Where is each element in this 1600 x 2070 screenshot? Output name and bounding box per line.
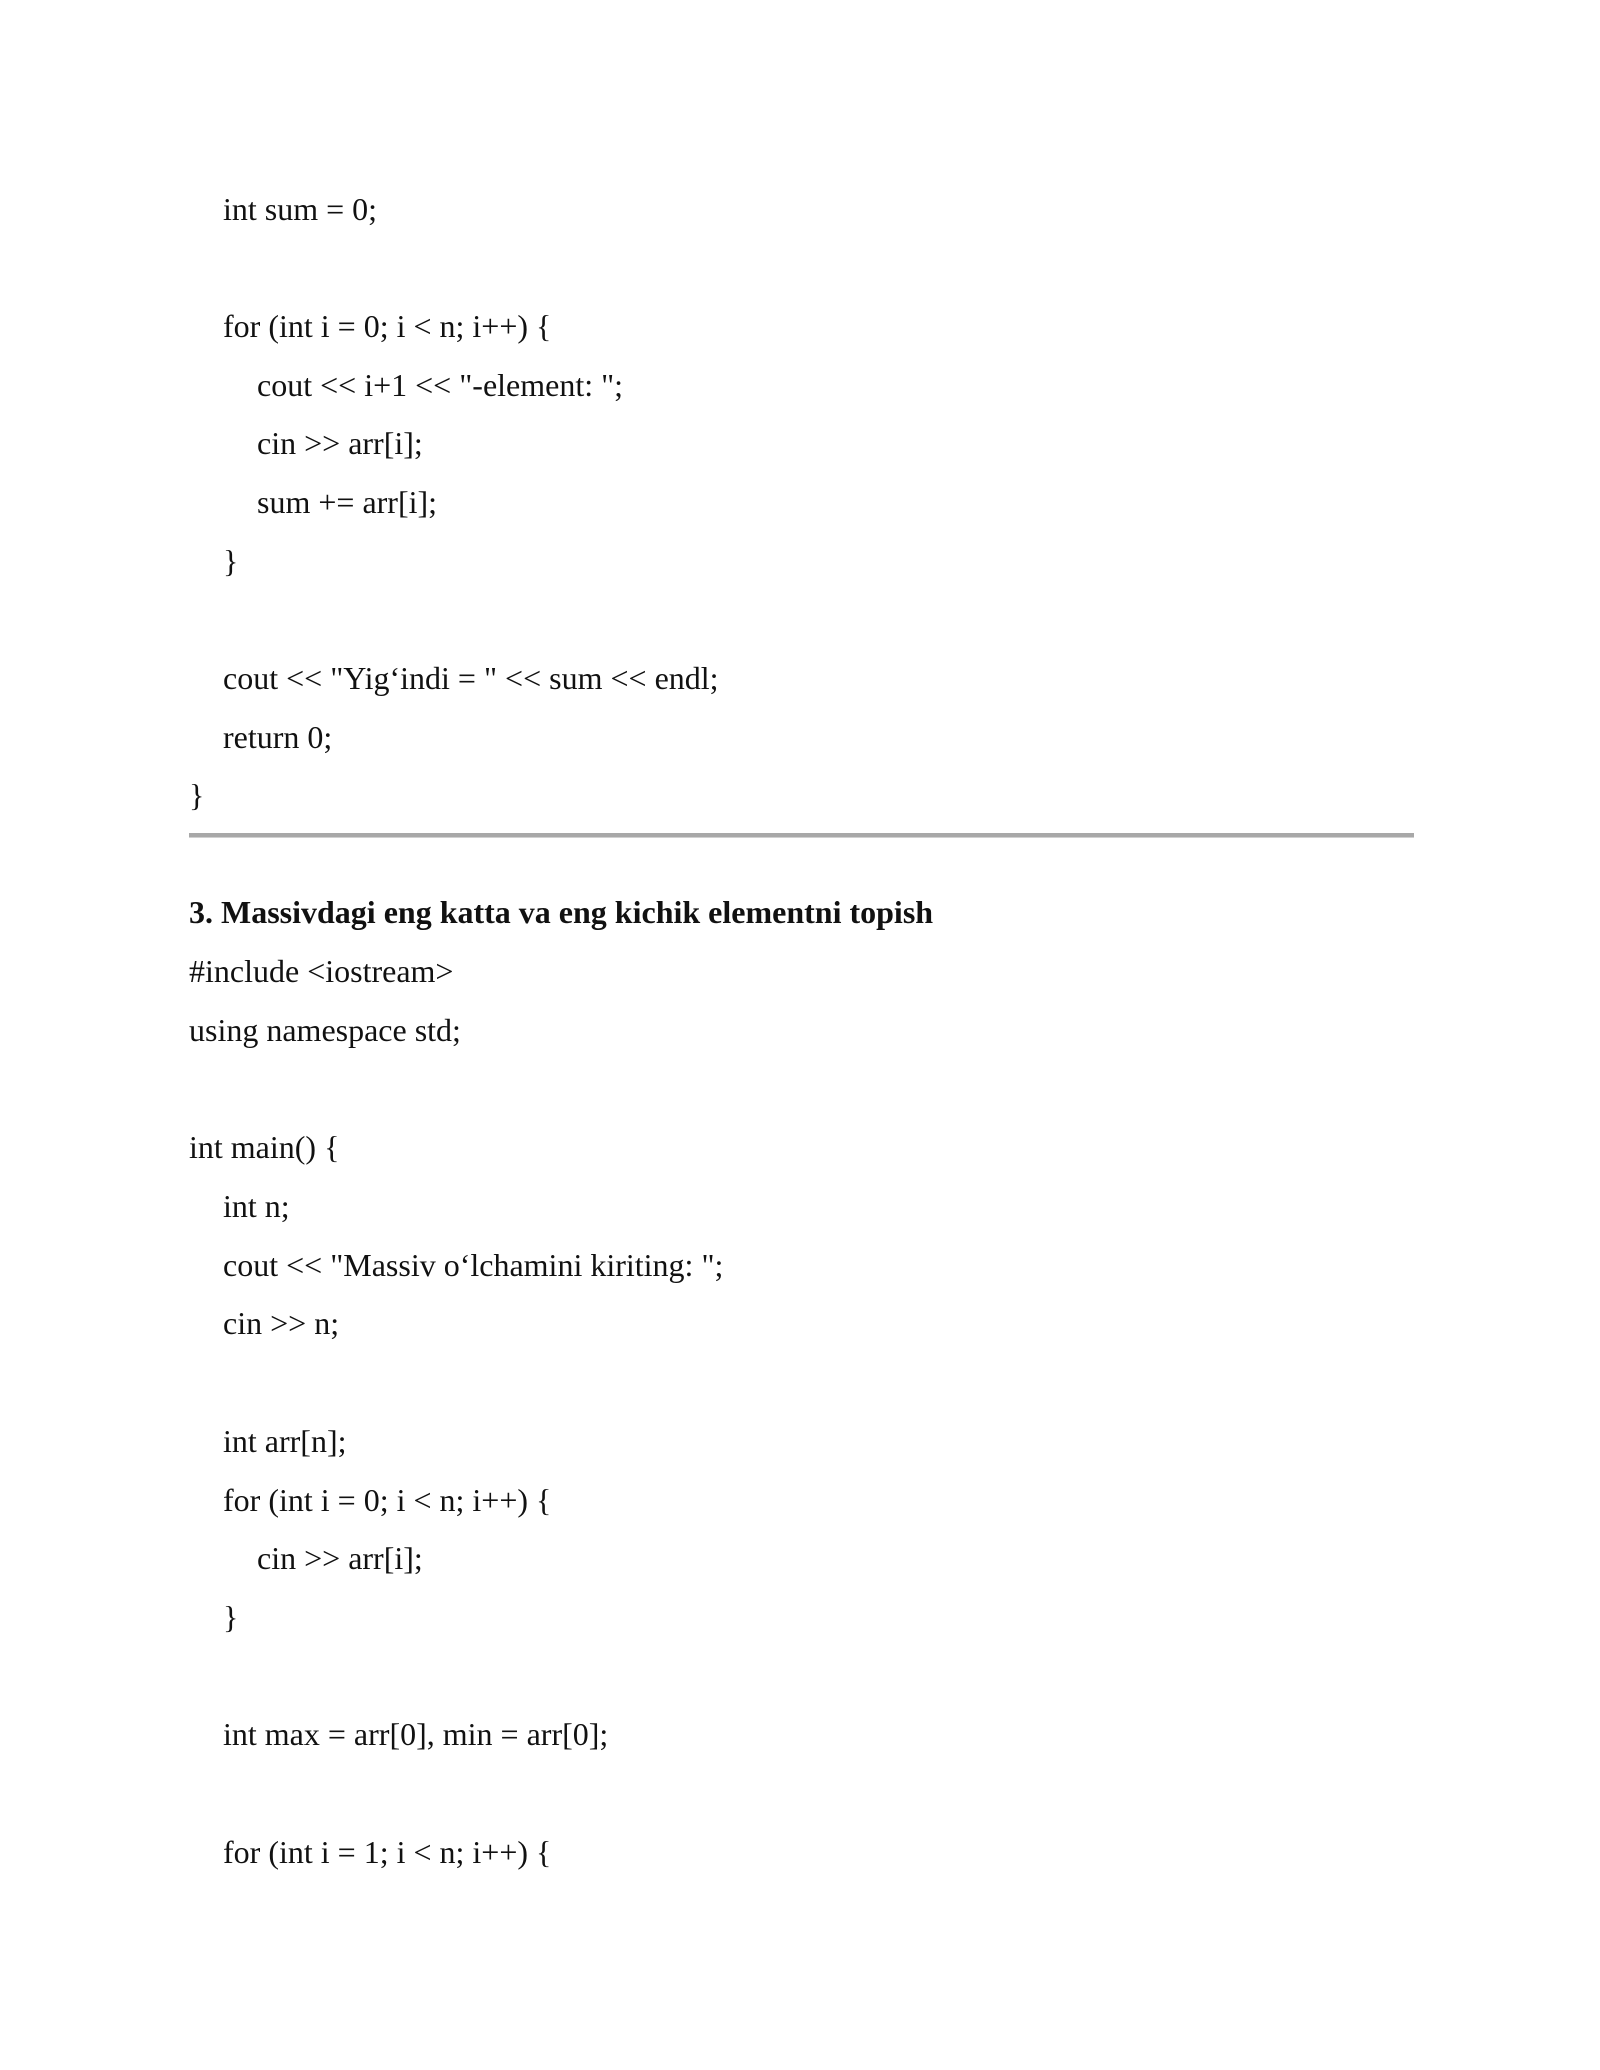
code-line: cout << i+1 << "-element: "; — [257, 367, 624, 403]
code-line: for (int i = 0; i < n; i++) { — [223, 1482, 552, 1518]
code-line: cout << "Massiv o‘lchamini kiriting: "; — [223, 1247, 724, 1283]
code-line: int arr[n]; — [223, 1423, 347, 1459]
code-line: int n; — [223, 1188, 290, 1224]
code-line: cout << "Yig‘indi = " << sum << endl; — [223, 660, 719, 696]
horizontal-divider — [189, 833, 1414, 838]
code-line: int sum = 0; — [223, 191, 378, 227]
code-line: int max = arr[0], min = arr[0]; — [223, 1716, 609, 1752]
code-line: int main() { — [189, 1129, 340, 1165]
code-line: using namespace std; — [189, 1012, 461, 1048]
code-line: cin >> n; — [223, 1305, 340, 1341]
code-line: sum += arr[i]; — [257, 484, 438, 520]
code-line: for (int i = 1; i < n; i++) { — [223, 1834, 552, 1870]
code-line: #include <iostream> — [189, 953, 454, 989]
code-line: return 0; — [223, 719, 333, 755]
code-line: cin >> arr[i]; — [257, 425, 423, 461]
code-line: cin >> arr[i]; — [257, 1540, 423, 1576]
code-line: for (int i = 0; i < n; i++) { — [223, 308, 552, 344]
code-line: } — [223, 543, 239, 579]
code-line: } — [223, 1599, 239, 1635]
section-heading: 3. Massivdagi eng katta va eng kichik elementni topish — [189, 894, 934, 930]
code-line: } — [189, 777, 205, 813]
